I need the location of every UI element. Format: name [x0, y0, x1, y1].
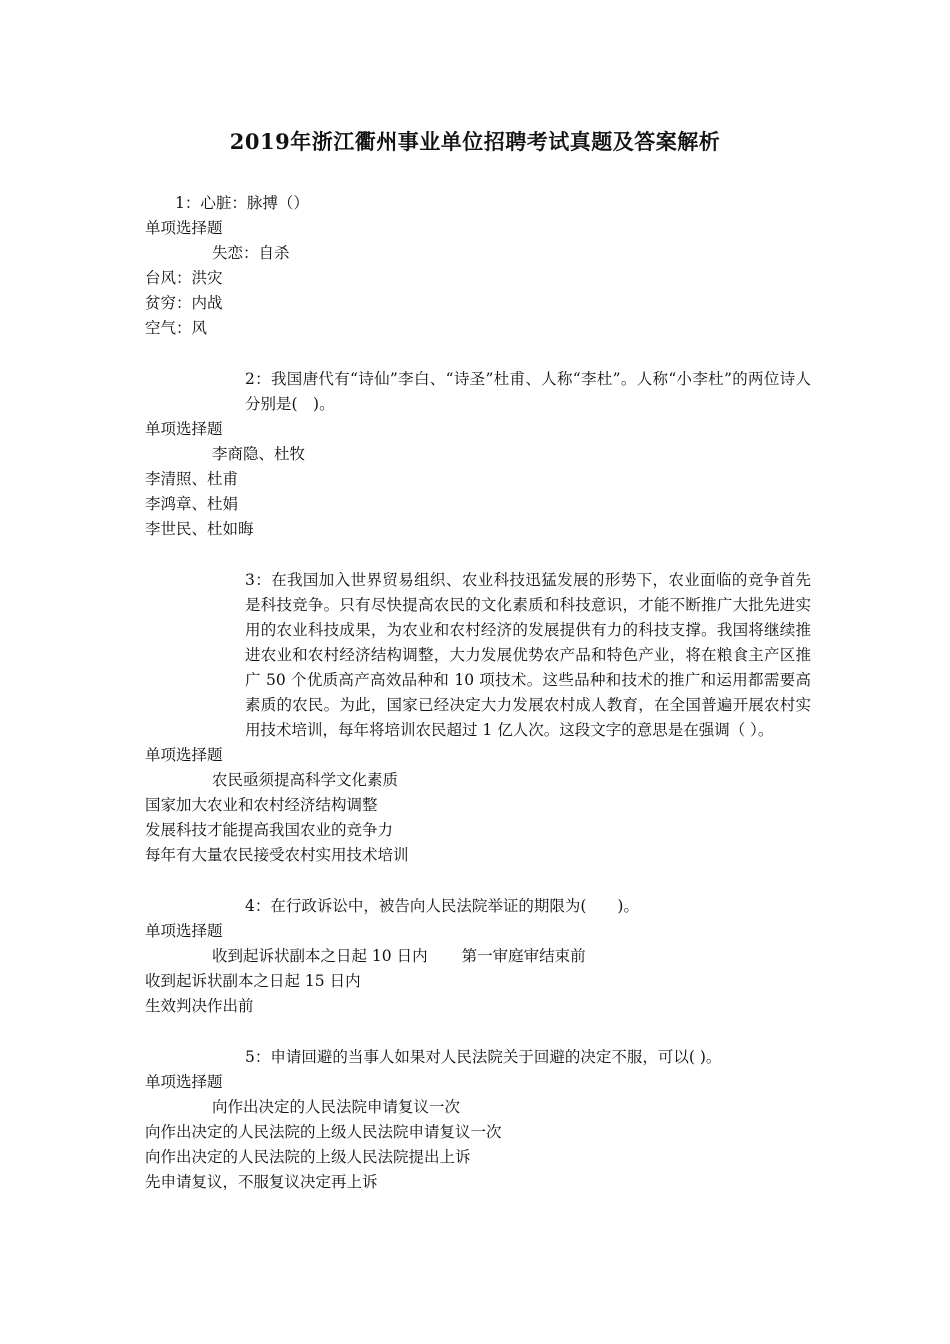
option-b: 第一审庭审结束前 [461, 947, 586, 965]
option-d: 先申请复议，不服复议决定再上诉 [145, 1173, 378, 1191]
option-b: 李清照、杜甫 [145, 470, 239, 488]
question-1 [145, 191, 811, 341]
question-5 [145, 1045, 811, 1195]
question-stem: 4：在行政诉讼中，被告向人民法院举证的期限为( )。 [245, 897, 639, 915]
question-stem: 1：心脏：脉搏（） [175, 194, 309, 212]
option-b: 台风：洪灾 [145, 269, 223, 287]
option-d: 李世民、杜如晦 [145, 520, 254, 538]
question-type: 单项选择题 [145, 219, 223, 237]
question-type: 单项选择题 [145, 922, 223, 940]
question-list [145, 191, 811, 1216]
question-stem: 3：在我国加入世界贸易组织、农业科技迅猛发展的形势下，农业面临的竞争首先是科技竞争。只有尽快提高农民的文化素质和科技意识，才能不断推广大批先进实用的农业科技成果，为农业和农村经济的发展提供有力的科技支撑。我国将继续推进农业和农村经济结构调整，大力发展优势农产品和特色产业，将在粮食主产区推广 50 个优质高产高效品种和 10 项技术。这些品种和技术的推广和运用都需要高素质的农民。为此，国家已经决定大力发展农村成人教育，在全国普遍开展农村实用技术培训，每年将培训农民超过 1 亿人次。这段文字的意思是在强调（ ）。 [245, 571, 811, 739]
option-row [145, 944, 811, 969]
question-type: 单项选择题 [145, 1073, 223, 1091]
question-stem: 2：我国唐代有“诗仙”李白、“诗圣”杜甫、人称“李杜”。人称“小李杜”的两位诗人分别是( )。 [245, 370, 811, 413]
option-a: 收到起诉状副本之日起 10 日内 [212, 947, 428, 965]
question-4 [145, 894, 811, 1019]
option-b: 国家加大农业和农村经济结构调整 [145, 796, 378, 814]
option-d: 空气：风 [145, 319, 208, 337]
question-type: 单项选择题 [145, 746, 223, 764]
option-c: 贫穷：内战 [145, 294, 223, 312]
question-3 [145, 568, 811, 868]
question-type: 单项选择题 [145, 420, 223, 438]
option-d: 每年有大量农民接受农村实用技术培训 [145, 846, 409, 864]
question-2 [145, 367, 811, 542]
option-c: 发展科技才能提高我国农业的竞争力 [145, 821, 394, 839]
option-a: 失恋：自杀 [212, 244, 290, 262]
question-stem: 5：申请回避的当事人如果对人民法院关于回避的决定不服，可以( )。 [245, 1048, 722, 1066]
option-a: 李商隐、杜牧 [212, 445, 306, 463]
option-d: 生效判决作出前 [145, 997, 254, 1015]
option-a: 农民亟须提高科学文化素质 [212, 771, 399, 789]
option-b: 向作出决定的人民法院的上级人民法院申请复议一次 [145, 1123, 502, 1141]
option-c: 收到起诉状副本之日起 15 日内 [145, 972, 361, 990]
option-a: 向作出决定的人民法院申请复议一次 [212, 1098, 461, 1116]
document-title: 2019年浙江衢州事业单位招聘考试真题及答案解析 [229, 129, 721, 154]
option-c: 向作出决定的人民法院的上级人民法院提出上诉 [145, 1148, 471, 1166]
option-c: 李鸿章、杜娟 [145, 495, 239, 513]
